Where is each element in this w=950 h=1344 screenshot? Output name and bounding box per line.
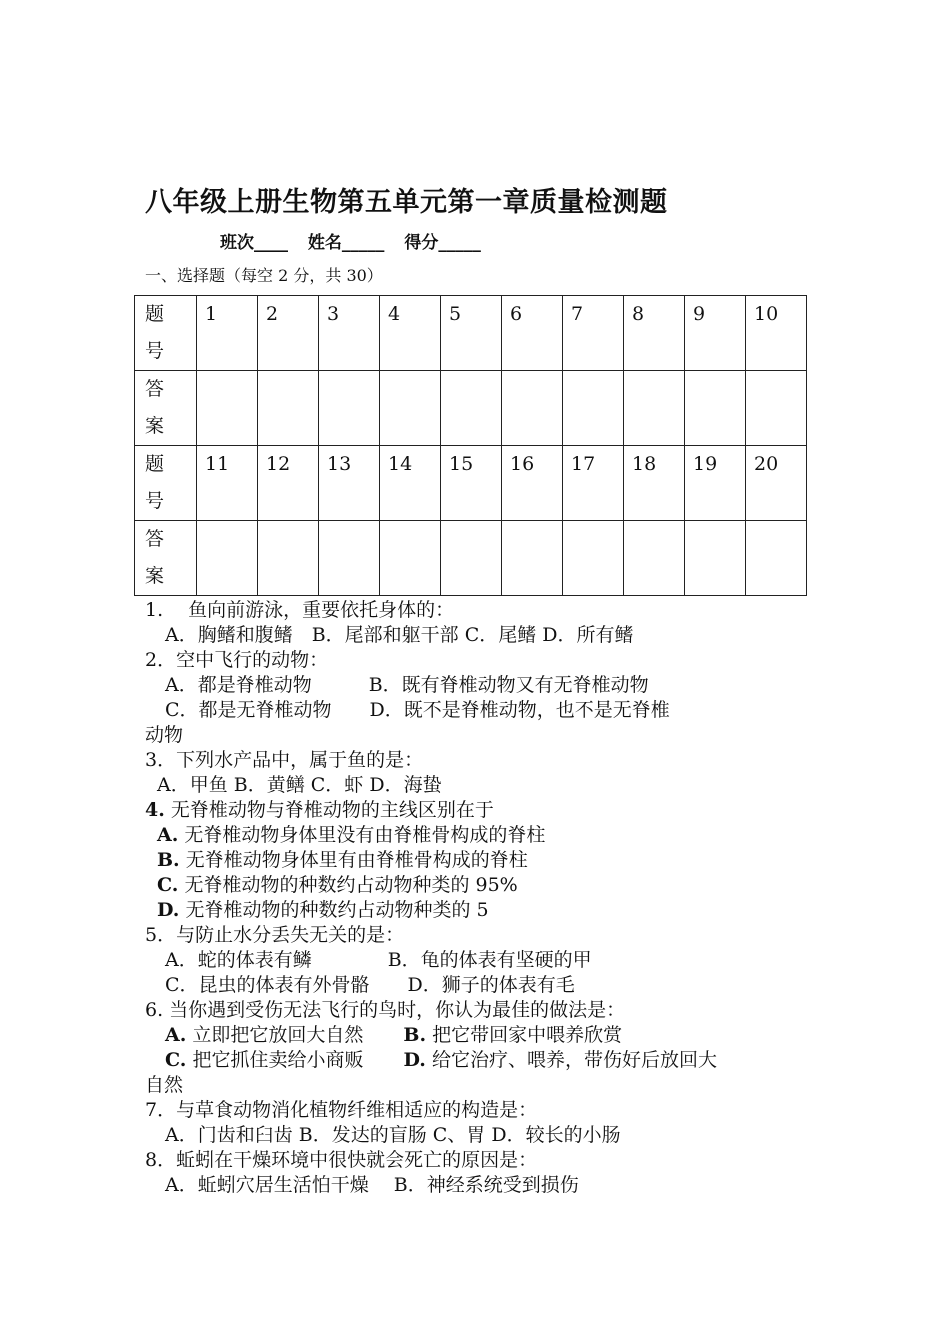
question-2-stem: 2．空中飞行的动物： [145,649,329,671]
question-2-options-cont: 动物 [145,724,184,746]
question-7-options: A．门齿和臼齿 B．发达的盲肠 C、胃 D．较长的小肠 [165,1124,621,1146]
answer-cell[interactable] [685,521,746,596]
page-title: 八年级上册生物第五单元第一章质量检测题 [145,187,668,218]
question-number-cell: 10 [746,296,807,371]
student-info [220,228,495,253]
question-number-cell: 4 [380,296,441,371]
answer-cell[interactable] [746,371,807,446]
answer-cell[interactable] [502,521,563,596]
row-label: 题 号 [135,446,197,521]
row-label: 答 案 [135,371,197,446]
question-1-options: A．胸鳍和腹鳍 B．尾部和躯干部 C．尾鳍 D．所有鳍 [165,624,634,646]
answer-cell[interactable] [746,521,807,596]
question-4-option-c: C. 无脊椎动物的种数约占动物种类的 95% [157,874,518,896]
answer-cell[interactable] [197,521,258,596]
question-number-cell: 9 [685,296,746,371]
question-6-options-a-b: A. 立即把它放回大自然 B. 把它带回家中喂养欣赏 [165,1024,623,1046]
question-4-option-b: B. 无脊椎动物身体里有由脊椎骨构成的脊柱 [157,849,528,871]
question-number-cell: 17 [563,446,624,521]
answer-cell[interactable] [624,371,685,446]
question-number-cell: 11 [197,446,258,521]
question-3-options: A．甲鱼 B．黄鳝 C．虾 D．海蛰 [157,774,442,796]
row-label: 答 案 [135,521,197,596]
question-5-options-c-d: C．昆虫的体表有外骨骼 D．狮子的体表有毛 [165,974,575,996]
question-6-options-cont: 自然 [145,1074,184,1096]
question-6-stem: 6. 当你遇到受伤无法飞行的鸟时，你认为最佳的做法是： [145,999,626,1021]
question-number-cell: 14 [380,446,441,521]
question-number-cell: 19 [685,446,746,521]
number-row [135,446,807,521]
number-row [135,296,807,371]
question-3-stem: 3．下列水产品中，属于鱼的是： [145,749,424,771]
answer-cell[interactable] [319,521,380,596]
row-label: 题 号 [135,296,197,371]
question-number-cell: 6 [502,296,563,371]
question-number-cell: 1 [197,296,258,371]
question-number-cell: 13 [319,446,380,521]
question-number-cell: 18 [624,446,685,521]
answer-cell[interactable] [441,521,502,596]
answer-row [135,521,807,596]
question-5-options-a-b: A．蛇的体表有鳞 B．龟的体表有坚硬的甲 [165,949,592,971]
question-number-cell: 12 [258,446,319,521]
question-number-cell: 20 [746,446,807,521]
question-2-options-a-b: A．都是脊椎动物 B．既有脊椎动物又有无脊椎动物 [165,674,649,696]
question-list [145,598,825,1198]
answer-cell[interactable] [380,521,441,596]
answer-cell[interactable] [197,371,258,446]
question-number-cell: 2 [258,296,319,371]
question-8-options-a-b: A．蚯蚓穴居生活怕干燥 B．神经系统受到损伤 [165,1174,579,1196]
question-number-cell: 15 [441,446,502,521]
answer-cell[interactable] [563,371,624,446]
question-1-stem: 1. 鱼向前游泳，重要依托身体的： [145,599,455,621]
question-2-options-c-d: C．都是无脊椎动物 D．既不是脊椎动物，也不是无脊椎 [165,699,670,721]
answer-cell[interactable] [441,371,502,446]
answer-row [135,371,807,446]
question-5-stem: 5．与防止水分丢失无关的是： [145,924,405,946]
answer-cell[interactable] [502,371,563,446]
answer-cell[interactable] [319,371,380,446]
question-4-stem: 4. 无脊椎动物与脊椎动物的主线区别在于 [145,799,494,821]
question-7-stem: 7．与草食动物消化植物纤维相适应的构造是： [145,1099,538,1121]
section-heading: 一、选择题（每空 2 分，共 30） [145,266,383,285]
answer-cell[interactable] [258,521,319,596]
answer-cell[interactable] [624,521,685,596]
answer-cell[interactable] [563,521,624,596]
question-number-cell: 16 [502,446,563,521]
name-field: 姓名_____ [307,233,385,253]
answer-cell[interactable] [685,371,746,446]
class-field: 班次____ [220,233,288,253]
answer-cell[interactable] [380,371,441,446]
question-number-cell: 5 [441,296,502,371]
question-number-cell: 7 [563,296,624,371]
answer-table [134,295,807,596]
question-4-option-a: A. 无脊椎动物身体里没有由脊椎骨构成的脊柱 [157,824,546,846]
score-field: 得分_____ [404,233,481,253]
question-number-cell: 3 [319,296,380,371]
answer-cell[interactable] [258,371,319,446]
question-8-stem: 8．蚯蚓在干燥环境中很快就会死亡的原因是： [145,1149,538,1171]
question-number-cell: 8 [624,296,685,371]
question-6-options-c-d: C. 把它抓住卖给小商贩 D. 给它治疗、喂养，带伤好后放回大 [165,1049,717,1071]
question-4-option-d: D. 无脊椎动物的种数约占动物种类的 5 [157,899,489,921]
